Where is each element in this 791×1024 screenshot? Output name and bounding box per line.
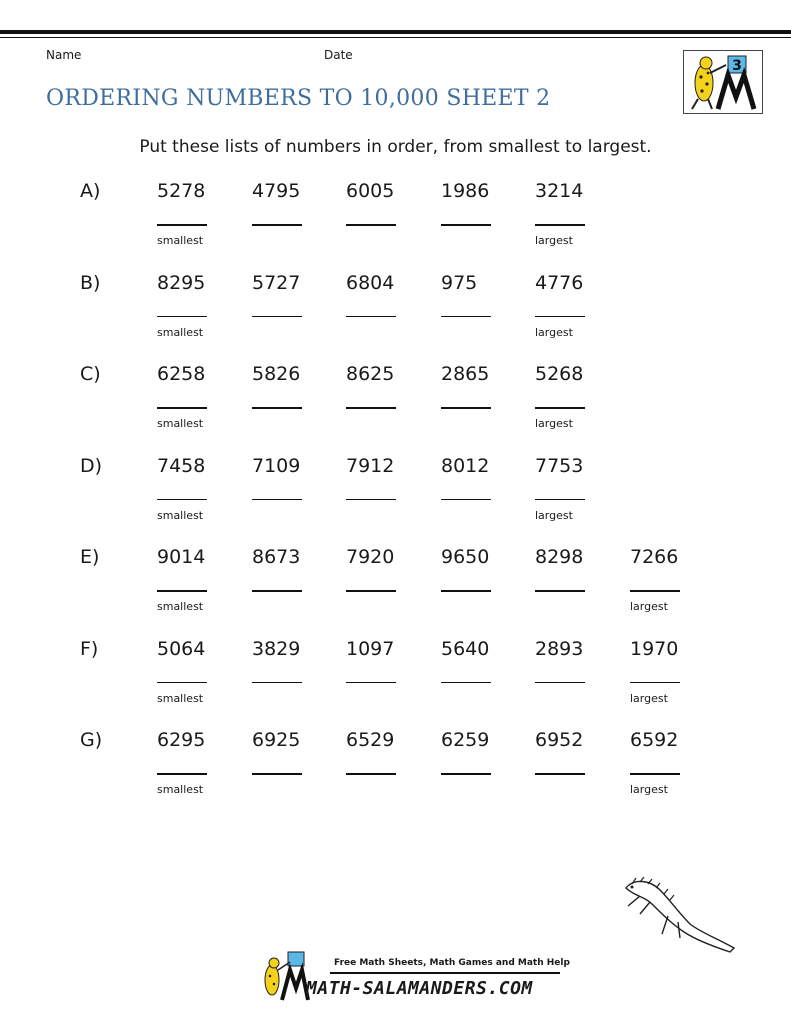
salamander-icon	[620, 876, 740, 956]
answer-blank[interactable]	[441, 499, 491, 501]
problem-number: 5727	[252, 271, 301, 294]
problem-number: 7109	[252, 454, 301, 477]
answer-blank[interactable]	[535, 499, 585, 501]
date-label: Date	[324, 48, 353, 62]
smallest-label: smallest	[157, 783, 204, 796]
problem-number: 6804	[346, 271, 395, 294]
answer-blank[interactable]	[535, 407, 585, 409]
answer-blank[interactable]	[346, 590, 396, 592]
problem-number: 2865	[441, 363, 490, 385]
answer-blank[interactable]	[252, 316, 302, 318]
answer-blank[interactable]	[252, 590, 302, 592]
answer-blank[interactable]	[157, 499, 207, 501]
answer-blank[interactable]	[630, 590, 680, 592]
answer-blank[interactable]	[157, 407, 207, 409]
answer-blank[interactable]	[535, 682, 585, 684]
answer-blank[interactable]	[441, 682, 491, 684]
grade-logo	[683, 50, 763, 114]
answer-blank[interactable]	[252, 682, 302, 684]
answer-blank[interactable]	[252, 407, 302, 409]
answer-blank[interactable]	[441, 773, 491, 775]
answer-blank[interactable]	[441, 224, 491, 226]
problem-number: 6005	[346, 180, 395, 202]
problem-number: 5278	[157, 180, 206, 202]
problem-letter: G)	[80, 729, 103, 751]
problem-number: 9014	[157, 546, 206, 568]
answer-blank[interactable]	[157, 682, 207, 684]
problem-row	[0, 638, 791, 728]
top-rule-thin	[0, 37, 791, 38]
answer-blank[interactable]	[441, 407, 491, 409]
problem-number: 3214	[535, 180, 584, 202]
problem-number: 6295	[157, 729, 206, 751]
problem-number: 5640	[441, 637, 490, 660]
problem-number: 1970	[630, 637, 679, 660]
answer-blank[interactable]	[157, 316, 207, 318]
problem-number: 6258	[157, 363, 206, 385]
svg-text:3: 3	[732, 58, 742, 74]
problem-number: 8012	[441, 454, 490, 477]
problem-number: 5268	[535, 363, 584, 385]
footer-rule	[330, 972, 560, 974]
problem-number: 975	[441, 271, 478, 294]
smallest-label: smallest	[157, 417, 204, 430]
answer-blank[interactable]	[535, 316, 585, 318]
problem-row	[0, 546, 791, 636]
problem-number: 1097	[346, 637, 395, 660]
problem-number: 4795	[252, 180, 301, 202]
answer-blank[interactable]	[157, 224, 207, 226]
answer-blank[interactable]	[157, 590, 207, 592]
answer-blank[interactable]	[535, 590, 585, 592]
problem-number: 6529	[346, 729, 395, 751]
answer-blank[interactable]	[441, 590, 491, 592]
answer-blank[interactable]	[630, 682, 680, 684]
answer-blank[interactable]	[252, 499, 302, 501]
problem-letter: F)	[80, 637, 99, 660]
answer-blank[interactable]	[441, 316, 491, 318]
footer-tagline: Free Math Sheets, Math Games and Math Help	[334, 958, 570, 968]
largest-label: largest	[630, 691, 668, 705]
problem-letter: A)	[80, 180, 101, 202]
largest-label: largest	[630, 600, 668, 613]
problem-number: 5826	[252, 363, 301, 385]
smallest-label: smallest	[157, 508, 204, 522]
problem-number: 8298	[535, 546, 584, 568]
answer-blank[interactable]	[346, 499, 396, 501]
problem-letter: C)	[80, 363, 101, 385]
problem-number: 9650	[441, 546, 490, 568]
problem-number: 2893	[535, 637, 584, 660]
problem-number: 4776	[535, 271, 584, 294]
largest-label: largest	[535, 417, 573, 430]
answer-blank[interactable]	[346, 316, 396, 318]
problem-number: 8673	[252, 546, 301, 568]
problem-number: 8295	[157, 271, 206, 294]
page-title: ORDERING NUMBERS TO 10,000 SHEET 2	[46, 86, 551, 111]
salamander-easel-icon	[684, 51, 762, 113]
problem-number: 1986	[441, 180, 490, 202]
answer-blank[interactable]	[346, 773, 396, 775]
problem-number: 6925	[252, 729, 301, 751]
footer-logo-icon	[258, 950, 310, 1002]
top-rule	[0, 30, 791, 34]
answer-blank[interactable]	[157, 773, 207, 775]
largest-label: largest	[535, 325, 573, 339]
largest-label: largest	[535, 508, 573, 522]
problem-number: 7266	[630, 546, 679, 568]
smallest-label: smallest	[157, 600, 204, 613]
problem-row	[0, 180, 791, 270]
problem-row	[0, 729, 791, 819]
problem-row	[0, 272, 791, 362]
problem-number: 6592	[630, 729, 679, 751]
problem-number: 7753	[535, 454, 584, 477]
answer-blank[interactable]	[630, 773, 680, 775]
problem-number: 7912	[346, 454, 395, 477]
problem-row	[0, 363, 791, 453]
smallest-label: smallest	[157, 325, 204, 339]
problem-letter: B)	[80, 271, 101, 294]
problem-letter: E)	[80, 546, 100, 568]
footer-site-name: MATH-SALAMANDERS.COM	[306, 978, 533, 999]
problem-number: 5064	[157, 637, 206, 660]
problem-row	[0, 455, 791, 545]
answer-blank[interactable]	[346, 682, 396, 684]
answer-blank[interactable]	[252, 773, 302, 775]
answer-blank[interactable]	[346, 407, 396, 409]
problem-number: 7458	[157, 454, 206, 477]
instructions: Put these lists of numbers in order, from smallest to largest.	[139, 137, 652, 157]
answer-blank[interactable]	[535, 224, 585, 226]
problem-number: 7920	[346, 546, 395, 568]
largest-label: largest	[630, 783, 668, 796]
smallest-label: smallest	[157, 234, 204, 247]
largest-label: largest	[535, 234, 573, 247]
problem-number: 3829	[252, 637, 301, 660]
smallest-label: smallest	[157, 691, 204, 705]
answer-blank[interactable]	[346, 224, 396, 226]
problem-number: 8625	[346, 363, 395, 385]
answer-blank[interactable]	[535, 773, 585, 775]
problem-number: 6259	[441, 729, 490, 751]
problem-letter: D)	[80, 454, 103, 477]
answer-blank[interactable]	[252, 224, 302, 226]
name-label: Name	[46, 48, 82, 62]
problem-number: 6952	[535, 729, 584, 751]
